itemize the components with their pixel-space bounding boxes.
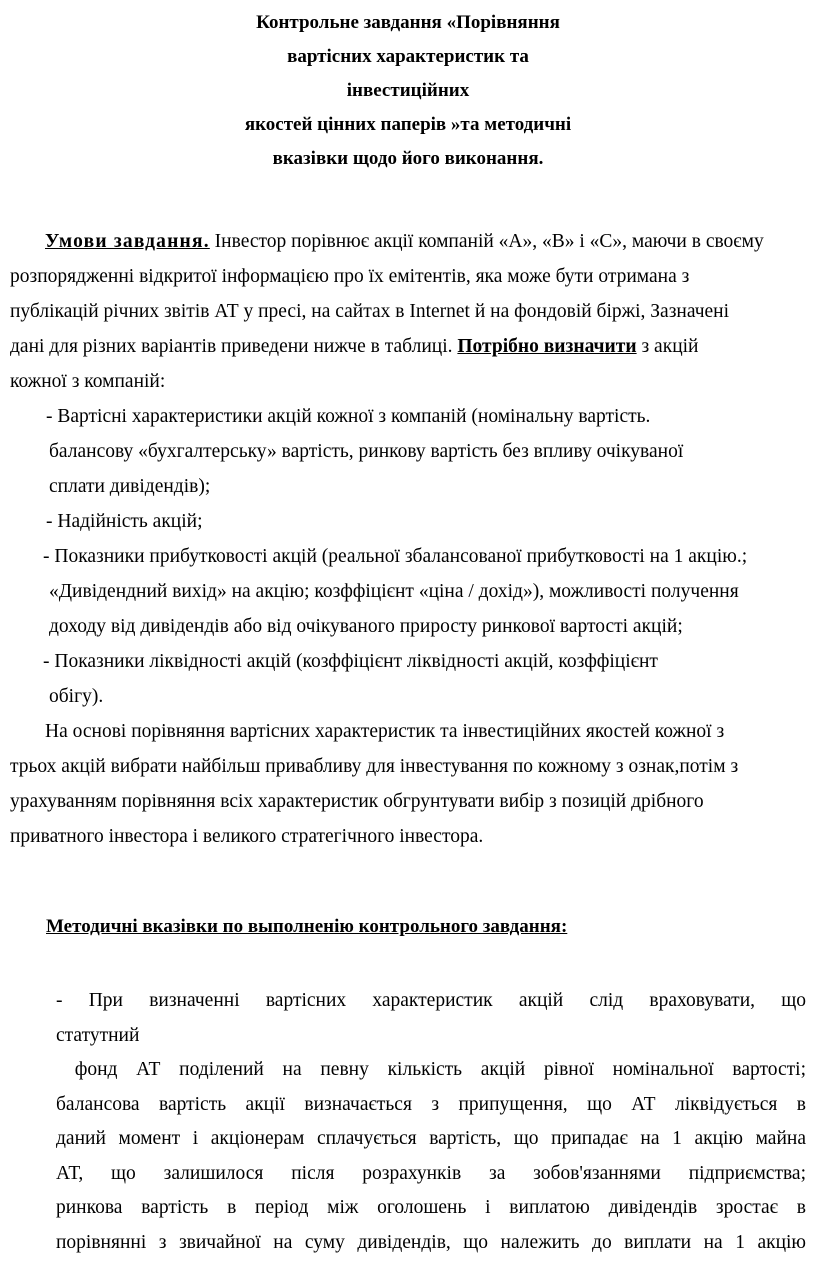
requirement-item: балансову «бухгалтерську» вартість, ринкову вартість без впливу очікуваної [49,441,684,462]
requirement-item: - Надійність акцій; [46,511,203,532]
conditions-text: Інвестор порівнює акції компаній «А», «В» і «С», маючи в своєму [209,231,764,252]
methods-heading: Методичні вказівки по выполненію контрольного завдання: [46,916,568,937]
methods-line: даний момент і акціонерам сплачується вартість, що припадає на 1 акцію майна [56,1128,806,1149]
title-line: якостей цінних паперів »та методичні [244,114,572,135]
task-conditions [10,224,810,854]
title-line: вказівки щодо його виконання. [272,148,544,169]
conditions-line [10,224,810,259]
conditions-text: з акцій [636,336,699,357]
requirement-item: - Вартісні характеристики акцій кожної з компаній (номінальну вартість. [46,406,651,427]
methods-text [56,984,806,1260]
methods-line: - При визначенні вартісних характеристик акцій слід враховувати, що [56,990,806,1011]
requirement-item: - Показники ліквідності акцій (козффіцієнт ліквідності акцій, козффіцієнт [43,651,658,672]
methods-line: порівнянні з звичайної на суму дивідендів, що належить до виплати на 1 акцію [56,1231,806,1253]
conditions-line: розпорядженні відкритої інформацією про їх емітентів, яка може бути отримана з [10,266,690,287]
conditions-line: публікацій річних звітів АТ у пресі, на сайтах в Іnternet й на фондовій біржі, Зазначені [10,301,730,322]
requirement-item: обігу). [49,686,104,707]
methods-line: статутний [56,1024,140,1046]
conditions-line: кожної з компаній: [10,371,166,392]
requirement-item: «Дивідендний вихід» на акцію; козффіцієнт «ціна / дохід»), можливості получення [49,581,739,602]
methods-line: фонд АТ поділений на певну кількість акцій рівної номінальної вартості; [56,1059,806,1080]
methods-line: ринкова вартість в період між оголошень і виплатою дивідендів зростає в [56,1197,806,1218]
required-label: Потрібно визначити [457,336,637,357]
requirement-item: - Показники прибутковості акцій (реальної збалансованої прибутковості на 1 акцію.; [43,546,748,567]
conclusion-line: приватного інвестора і великого стратегічного інвестора. [10,826,484,847]
conclusion-line: На основі порівняння вартісних характеристик та інвестиційних якостей кожної з [45,721,725,742]
requirement-item: доходу від дивідендів або від очікуваного приросту ринкової вартості акцій; [49,616,683,637]
title-line: інвестиційних [346,80,470,101]
conditions-label: Умови завдання. [45,231,210,252]
methods-line: балансова вартість акції визначається з припущення, що АТ ліквідується в [56,1093,806,1115]
requirement-item: сплати дивідендів); [49,476,211,497]
title-line: Контрольне завдання «Порівняння [256,12,560,33]
methods-line: АТ, що залишилося після розрахунків за зобов'язаннями підприємства; [56,1162,806,1184]
conclusion-line: урахуванням порівняння всіх характеристик обгрунтувати вибір з позицій дрібного [10,791,704,812]
title-line: вартісних характеристик та [287,46,529,67]
conditions-line [10,329,810,364]
conditions-text: дані для різних варіантів приведени нижче в таблиці. [10,336,458,357]
conclusion-line: трьох акцій вибрати найбільш привабливу для інвестування по кожному з ознак,потім з [10,756,739,777]
document-title [0,6,816,176]
